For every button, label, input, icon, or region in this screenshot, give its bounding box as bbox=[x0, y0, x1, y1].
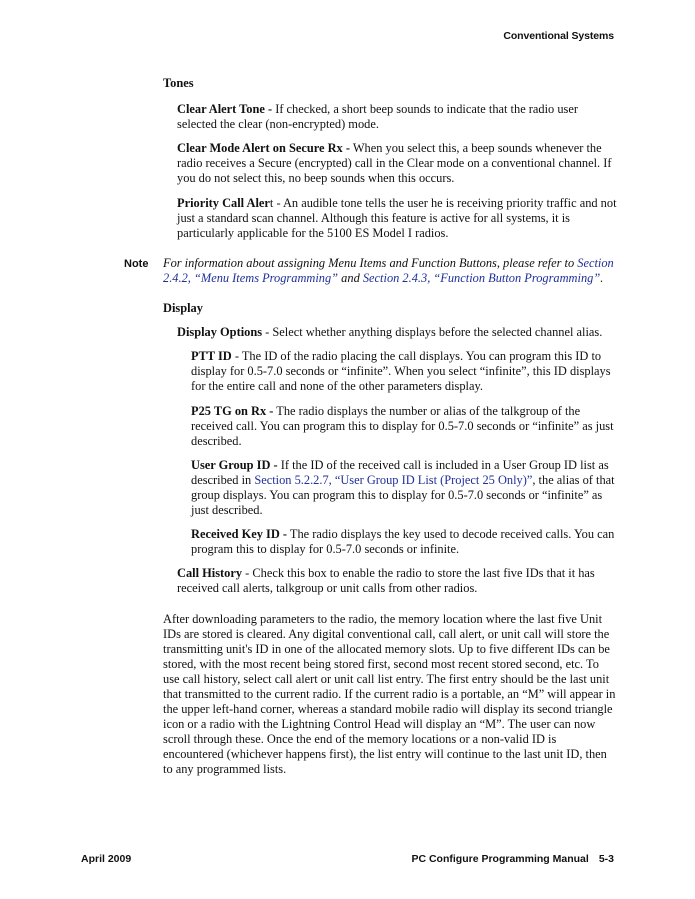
ptt-id-paragraph bbox=[191, 349, 617, 394]
note-text-3: . bbox=[600, 270, 604, 285]
p25-tg-term: P25 TG on Rx - bbox=[191, 403, 274, 418]
footer-right bbox=[411, 853, 614, 865]
user-group-id-list-link[interactable]: Section 5.2.2.7, “User Group ID List (Project 25 Only)” bbox=[254, 472, 533, 487]
user-group-id-text-2: , the alias of that group displays. You can program this to display for 0.5-7.0 seconds or “infinite” as just described. bbox=[191, 472, 615, 518]
note-text bbox=[163, 256, 617, 286]
call-history-body-paragraph: After downloading parameters to the radio, the memory location where the last five Unit IDs are stored is cleared. Any digital conventional call, call alert, or unit call will store the transmitting unit's ID in one of the allocated memory slots. Up to five different IDs can be stored, with the most recent being stored first, second most recent stored second, etc. To use call history, select call alert or unit call list entry. The first entry should be the last unit that transmitted to the current radio. If the current radio is a portable, an “M” will appear in the upper left-hand corner, whereas a standard mobile radio will display its second triangle icon or a radio with the Lightning Control Head will display an “M”. The user can now scroll through these. Once the end of the memory locations or a non-valid ID is encountered (whichever happens first), the list entry will continue to the last unit ID, then to any programmed lists. bbox=[163, 611, 616, 777]
received-key-id-paragraph bbox=[191, 527, 617, 557]
p25-tg-text: The radio displays the number or alias of the talkgroup of the received call. You can program this to display for 0.5-7.0 seconds or “infinite” as just described. bbox=[191, 403, 614, 448]
user-group-id-term: User Group ID - bbox=[191, 457, 278, 472]
clear-mode-alert-text: When you select this, a beep sounds whenever the radio receives a Secure (encrypted) call in the Clear mode on a conventional channel. If you do not select this, no beep sounds when this occurs. bbox=[177, 141, 612, 186]
p25-tg-paragraph bbox=[191, 404, 617, 449]
note-label: Note bbox=[124, 257, 149, 270]
received-key-id-term: Received Key ID - bbox=[191, 527, 287, 542]
footer-date: April 2009 bbox=[81, 853, 132, 865]
ptt-id-term: PTT ID bbox=[191, 349, 232, 364]
display-options-paragraph bbox=[177, 325, 617, 340]
tones-heading: Tones bbox=[163, 76, 194, 90]
page-content bbox=[0, 76, 695, 778]
display-options-text: - Select whether anything displays before the selected channel alias. bbox=[262, 325, 603, 340]
clear-alert-tone-paragraph bbox=[177, 102, 617, 132]
note-text-2: and bbox=[338, 270, 363, 285]
display-heading: Display bbox=[163, 301, 203, 316]
call-history-paragraph bbox=[177, 566, 617, 596]
ptt-id-text: - The ID of the radio placing the call displays. You can program this ID to display for 0.5-7.0 seconds or “infinite”. When you select “infinite”, this ID displays for the entire call and none of the other parameters display. bbox=[191, 349, 611, 394]
priority-call-alert-paragraph bbox=[177, 196, 617, 241]
note-text-1: For information about assigning Menu Items and Function Buttons, please refer to bbox=[163, 255, 578, 270]
call-history-term: Call History bbox=[177, 566, 243, 581]
priority-call-alert-text: t - An audible tone tells the user he is receiving priority traffic and not just a standard scan channel. Although this feature is active for all systems, it is particularly applicable for the 5100 ES Model I radios. bbox=[177, 195, 617, 240]
menu-items-programming-link[interactable]: Section 2.4.2, “Menu Items Programming” bbox=[163, 255, 614, 285]
user-group-id-text-1: If the ID of the received call is included in a User Group ID list as described in bbox=[191, 457, 609, 487]
note-block bbox=[0, 256, 695, 286]
function-button-programming-link[interactable]: Section 2.4.3, “Function Button Programming” bbox=[362, 270, 601, 285]
clear-mode-alert-paragraph bbox=[177, 141, 617, 186]
running-header: Conventional Systems bbox=[503, 30, 614, 42]
user-group-id-paragraph bbox=[191, 458, 617, 518]
footer-page-number: 5-3 bbox=[598, 853, 614, 865]
clear-alert-tone-text: If checked, a short beep sounds to indicate that the radio user selected the clear (non-encrypted) mode. bbox=[177, 102, 578, 132]
received-key-id-text: The radio displays the key used to decode received calls. You can program this to display for 0.5-7.0 seconds or infinite. bbox=[191, 527, 615, 557]
footer-manual-title: PC Configure Programming Manual bbox=[411, 853, 589, 865]
priority-call-alert-term: Priority Call Aler bbox=[177, 195, 270, 210]
display-options-term: Display Options bbox=[177, 325, 263, 340]
call-history-text: - Check this box to enable the radio to store the last five IDs that it has received call alerts, talkgroup or unit calls from other radios. bbox=[177, 566, 595, 596]
clear-mode-alert-term: Clear Mode Alert on Secure Rx - bbox=[177, 141, 350, 156]
clear-alert-tone-term: Clear Alert Tone - bbox=[177, 102, 273, 117]
